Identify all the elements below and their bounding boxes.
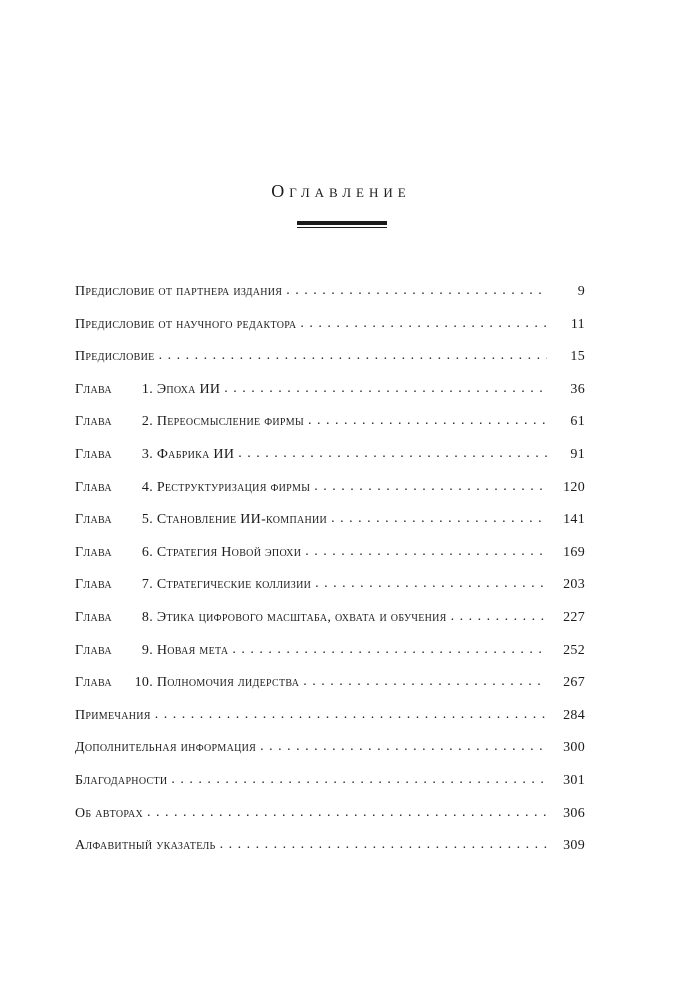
toc-entry-label: Новая мета [156,642,229,658]
toc-entry-page: 120 [563,479,585,495]
toc-entry-page: 252 [563,642,585,658]
toc-entry[interactable] [75,577,585,610]
chapter-prefix: Глава [75,381,112,397]
chapter-number: 9. [141,642,153,658]
toc-entry-label: Дополнительная информация [75,740,257,756]
chapter-number: 1. [141,381,153,397]
toc-entry-page: 306 [563,805,585,821]
dot-leader [171,772,547,788]
toc-entry-page: 301 [563,772,585,788]
dot-leader [308,413,547,429]
chapter-marker [75,480,157,496]
toc-entry-page: 169 [563,544,585,560]
chapter-marker [75,675,157,691]
dot-leader [155,707,547,723]
toc-entry[interactable] [75,382,585,415]
toc-entry-label: Становление ИИ-компании [156,512,328,528]
title-rule-thin [297,227,387,228]
chapter-prefix: Глава [75,675,112,691]
dot-leader [260,739,547,755]
chapter-number: 2. [141,414,153,430]
chapter-prefix: Глава [75,414,112,430]
chapter-number: 7. [141,577,153,593]
toc-entry-page: 267 [563,675,585,691]
toc-entry[interactable] [75,284,585,317]
toc-entry-label: Этика цифрового масштаба, охвата и обучения [156,609,447,625]
dot-leader [314,479,547,495]
toc-entry-page: 300 [563,740,585,756]
toc-list [75,284,585,871]
chapter-prefix: Глава [75,512,112,528]
dot-leader [300,316,547,332]
toc-entry-page: 203 [563,577,585,593]
toc-entry-label: Предисловие от научного редактора [75,316,297,332]
chapter-marker [75,447,157,463]
dot-leader [305,544,547,560]
chapter-number: 8. [141,609,153,625]
toc-entry[interactable] [75,610,585,643]
toc-entry-label: Алфавитный указатель [75,838,216,854]
chapter-marker [75,382,157,398]
dot-leader [451,609,547,625]
toc-entry-label: Стратегия Новой эпохи [156,544,302,560]
toc-entry[interactable] [75,512,585,545]
toc-entry-label: Благодарности [75,772,168,788]
toc-entry-page: 141 [563,512,585,528]
dot-leader [303,674,547,690]
title-rule-thick [297,221,387,225]
chapter-marker [75,545,157,561]
toc-entry[interactable] [75,773,585,806]
toc-entry[interactable] [75,708,585,741]
toc-entry-label: Эпоха ИИ [156,381,221,397]
toc-title: Оглавление [271,181,411,201]
chapter-marker [75,577,157,593]
toc-entry[interactable] [75,414,585,447]
toc-entry[interactable] [75,740,585,773]
toc-entry-page: 9 [577,284,585,299]
toc-entry[interactable] [75,838,585,871]
dot-leader [159,348,547,364]
chapter-marker [75,512,157,528]
toc-entry[interactable] [75,806,585,839]
toc-entry-label: Предисловие [75,349,155,365]
toc-entry-label: Реструктуризация фирмы [156,479,311,495]
chapter-number: 3. [141,446,153,462]
dot-leader [331,511,547,527]
chapter-prefix: Глава [75,446,112,462]
toc-entry-label: Стратегические коллизии [156,577,312,593]
chapter-prefix: Глава [75,479,112,495]
toc-entry-page: 91 [570,446,585,462]
toc-entry[interactable] [75,643,585,676]
toc-entry-label: Полномочия лидерства [156,675,300,691]
toc-entry-label: Фабрика ИИ [156,446,235,462]
chapter-prefix: Глава [75,577,112,593]
toc-entry-page: 15 [570,349,585,365]
chapter-number: 6. [141,544,153,560]
toc-entry[interactable] [75,349,585,382]
dot-leader [238,446,547,462]
toc-entry[interactable] [75,675,585,708]
dot-leader [224,381,547,397]
toc-entry[interactable] [75,317,585,350]
toc-entry-page: 36 [570,381,585,397]
toc-entry-page: 227 [563,609,585,625]
toc-entry[interactable] [75,480,585,513]
chapter-prefix: Глава [75,544,112,560]
chapter-marker [75,643,157,659]
toc-entry-label: Примечания [75,707,151,723]
dot-leader [315,576,547,592]
toc-entry-label: Об авторах [75,805,144,821]
chapter-marker [75,414,157,430]
chapter-prefix: Глава [75,609,112,625]
toc-entry[interactable] [75,447,585,480]
chapter-prefix: Глава [75,642,112,658]
toc-entry-page: 309 [563,838,585,854]
toc-entry-page: 284 [563,707,585,723]
dot-leader [286,283,547,299]
dot-leader [232,642,547,658]
toc-entry[interactable] [75,545,585,578]
toc-entry-page: 61 [570,414,585,430]
chapter-number: 5. [141,512,153,528]
toc-entry-label: Переосмысление фирмы [156,414,304,430]
dot-leader [147,805,547,821]
dot-leader [220,837,547,853]
chapter-number: 10. [134,675,153,691]
toc-entry-page: 11 [570,316,585,332]
toc-entry-label: Предисловие от партнера издания [75,284,283,299]
chapter-number: 4. [141,479,153,495]
chapter-marker [75,610,157,626]
